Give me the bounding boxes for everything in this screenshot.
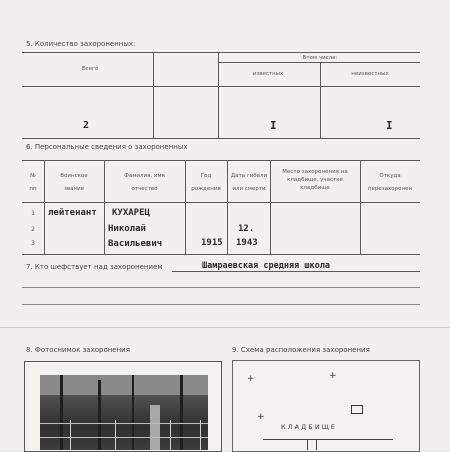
col-unknown-label: неизвестных xyxy=(351,71,389,77)
section5-top-rule xyxy=(22,52,420,53)
section6-divider xyxy=(270,160,271,254)
header-death-date: Дата гибели или смерти xyxy=(230,173,268,192)
patron-value: Шамраевская средняя школа xyxy=(202,261,330,271)
first-name-value: Николай xyxy=(108,224,146,234)
known-count: I xyxy=(270,119,277,132)
section7-rule xyxy=(22,304,420,305)
section9-title: 9. Схема расположения захоронения xyxy=(232,346,370,354)
patronymic-value: Васильевич xyxy=(108,239,163,249)
total-count: 2 xyxy=(83,120,90,131)
section5-divider xyxy=(320,62,321,138)
col-including-label: Втом числе: xyxy=(302,55,338,61)
death-day-value: 12. xyxy=(238,224,255,234)
monument-icon xyxy=(351,405,363,414)
burial-scheme xyxy=(232,360,420,452)
row-number: 1 xyxy=(31,210,35,217)
col-known-label: известных xyxy=(252,71,284,77)
grave-cross-icon: + xyxy=(257,412,265,422)
section6-divider xyxy=(360,160,361,254)
header-rank: Воинское звание xyxy=(60,173,88,192)
section8-title: 8. Фотоснимок захоронения xyxy=(26,346,130,354)
row-number: 2 xyxy=(31,226,35,233)
header-birth-year: Год рождения xyxy=(191,173,221,192)
section5-header-bottom xyxy=(22,86,420,87)
section6-bottom-rule xyxy=(22,254,420,255)
section5-subrule xyxy=(218,62,420,63)
header-num: № пп xyxy=(29,173,37,192)
grave-cross-icon: + xyxy=(329,371,337,381)
birth-year-value: 1915 xyxy=(201,238,223,248)
header-origin: Откуда перезахоронен xyxy=(367,173,413,192)
section6-divider xyxy=(104,160,105,254)
surname-value: КУХАРЕЦ xyxy=(112,208,150,218)
section7-title: 7. Кто шефствует над захоронением xyxy=(26,263,163,271)
section5-title: 5. Количество захороненных: xyxy=(26,40,136,48)
header-burial-place: Место захоронения на кладбище, участке кладбище xyxy=(282,169,348,191)
row-number: 3 xyxy=(31,240,35,247)
section6-divider xyxy=(227,160,228,254)
death-year-value: 1943 xyxy=(236,238,258,248)
section5-divider xyxy=(218,52,219,138)
burial-photo xyxy=(40,375,208,450)
cemetery-gate xyxy=(307,440,317,450)
section7-rule xyxy=(22,287,420,288)
section5-bottom-rule xyxy=(22,138,420,139)
col-total-label: Всего xyxy=(81,66,99,72)
unknown-count: I xyxy=(386,119,393,132)
scheme-label: К Л А Д Б И Щ Е xyxy=(281,423,336,431)
section6-divider xyxy=(44,160,45,254)
section6-divider xyxy=(185,160,186,254)
section7-rule xyxy=(172,271,420,272)
section5-divider xyxy=(153,52,154,138)
rank-value: лейтенант xyxy=(48,208,97,218)
header-name: Фамилия, имя отчество xyxy=(124,173,165,192)
grave-cross-icon: + xyxy=(247,374,255,384)
paper-fold xyxy=(0,327,450,328)
cemetery-fence xyxy=(263,439,393,440)
section6-title: 6. Персональные сведения о захороненных xyxy=(26,143,188,151)
